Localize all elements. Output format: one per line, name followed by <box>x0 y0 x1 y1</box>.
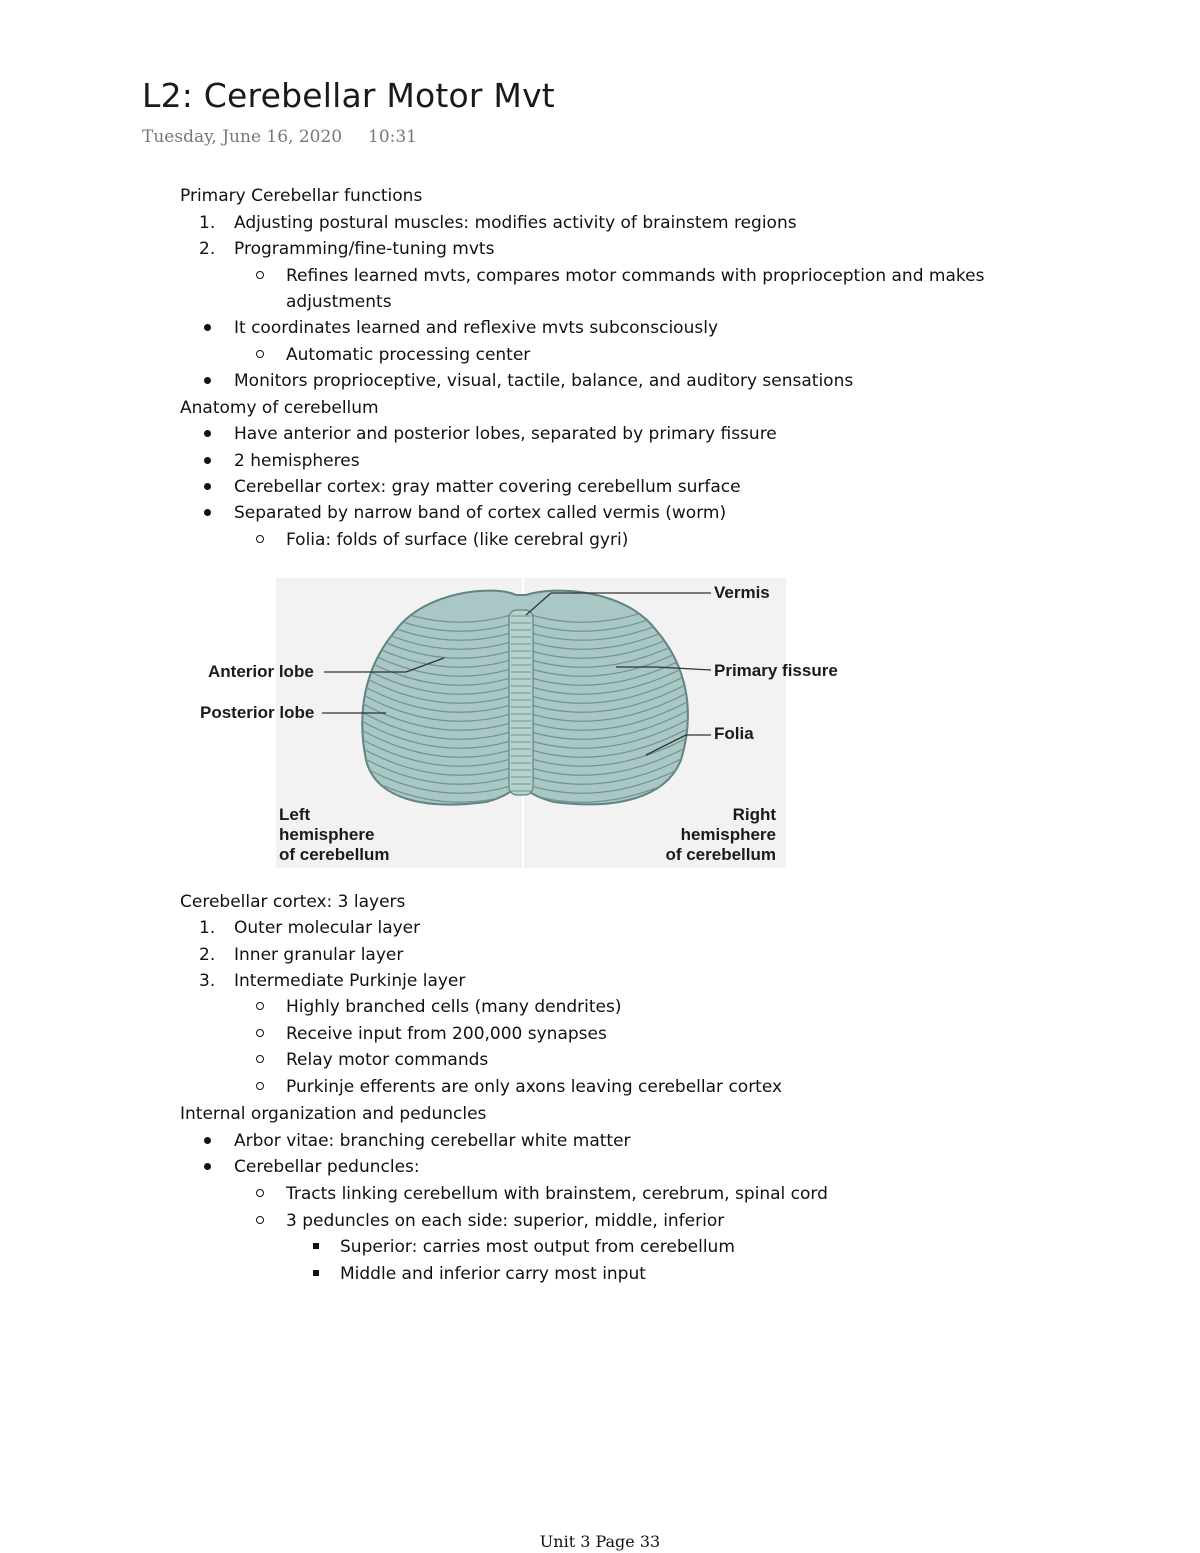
hollow-bullet-icon <box>256 1055 264 1063</box>
vermis-band <box>509 610 533 795</box>
hollow-bullet-icon <box>256 1216 264 1224</box>
bullet-icon <box>204 509 211 516</box>
list-item: It coordinates learned and reflexive mvts subconsciously <box>234 318 719 338</box>
square-bullet-icon <box>313 1243 319 1249</box>
bullet-icon <box>204 1137 211 1144</box>
bullet-icon <box>204 324 211 331</box>
page-time: 10:31 <box>368 127 417 147</box>
list-item: Superior: carries most output from cerebellum <box>340 1237 735 1257</box>
label-vermis: Vermis <box>714 583 770 602</box>
list-item: Tracts linking cerebellum with brainstem, cerebrum, spinal cord <box>286 1184 828 1204</box>
list-number: 2. <box>199 945 216 965</box>
label-right-hemisphere: Right <box>732 805 776 824</box>
list-item: Adjusting postural muscles: modifies activity of brainstem regions <box>234 213 797 233</box>
list-item: Relay motor commands <box>286 1050 489 1070</box>
page-title: L2: Cerebellar Motor Mvt <box>142 76 555 115</box>
list-item: Separated by narrow band of cortex called vermis (worm) <box>234 503 727 523</box>
label-anterior-lobe: Anterior lobe <box>208 662 314 681</box>
list-item: 2 hemispheres <box>234 451 360 471</box>
bullet-icon <box>204 377 211 384</box>
list-item: Folia: folds of surface (like cerebral gyri) <box>286 530 629 550</box>
section-heading: Internal organization and peduncles <box>180 1104 487 1124</box>
hollow-bullet-icon <box>256 1082 264 1090</box>
list-item: Cerebellar peduncles: <box>234 1157 420 1177</box>
list-item-continuation: adjustments <box>286 292 392 312</box>
list-item: Middle and inferior carry most input <box>340 1264 646 1284</box>
bullet-icon <box>204 457 211 464</box>
hollow-bullet-icon <box>256 1189 264 1197</box>
hollow-bullet-icon <box>256 350 264 358</box>
list-item: Intermediate Purkinje layer <box>234 971 466 991</box>
label-left-hemisphere: hemisphere <box>279 825 375 844</box>
bullet-icon <box>204 483 211 490</box>
list-item: Highly branched cells (many dendrites) <box>286 997 622 1017</box>
label-left-hemisphere: Left <box>279 805 311 824</box>
hollow-bullet-icon <box>256 1002 264 1010</box>
label-right-hemisphere: of cerebellum <box>665 845 776 864</box>
label-right-hemisphere: hemisphere <box>680 825 776 844</box>
bullet-icon <box>204 430 211 437</box>
list-item: Arbor vitae: branching cerebellar white matter <box>234 1131 631 1151</box>
section-heading: Anatomy of cerebellum <box>180 398 379 418</box>
section-heading: Primary Cerebellar functions <box>180 186 423 206</box>
cerebellum-figure <box>196 570 876 870</box>
list-item: Receive input from 200,000 synapses <box>286 1024 607 1044</box>
list-item: Cerebellar cortex: gray matter covering cerebellum surface <box>234 477 741 497</box>
list-item: Outer molecular layer <box>234 918 421 938</box>
hollow-bullet-icon <box>256 271 264 279</box>
list-item: Inner granular layer <box>234 945 404 965</box>
list-item: Automatic processing center <box>286 345 531 365</box>
list-item: Purkinje efferents are only axons leaving cerebellar cortex <box>286 1077 783 1097</box>
bullet-icon <box>204 1163 211 1170</box>
label-posterior-lobe: Posterior lobe <box>200 703 315 722</box>
hollow-bullet-icon <box>256 535 264 543</box>
label-folia: Folia <box>714 724 754 743</box>
list-item: Refines learned mvts, compares motor commands with proprioception and makes <box>286 266 985 286</box>
page-date: Tuesday, June 16, 2020 <box>142 127 343 147</box>
list-number: 2. <box>199 239 216 259</box>
section-heading: Cerebellar cortex: 3 layers <box>180 892 406 912</box>
label-primary-fissure: Primary fissure <box>714 661 838 680</box>
list-number: 3. <box>199 971 216 991</box>
list-item: Monitors proprioceptive, visual, tactile, balance, and auditory sensations <box>234 371 854 391</box>
list-number: 1. <box>199 213 216 233</box>
page-footer: Unit 3 Page 33 <box>539 1532 661 1551</box>
label-left-hemisphere: of cerebellum <box>279 845 390 864</box>
square-bullet-icon <box>313 1270 319 1276</box>
hollow-bullet-icon <box>256 1029 264 1037</box>
list-item: 3 peduncles on each side: superior, middle, inferior <box>286 1211 725 1231</box>
list-number: 1. <box>199 918 216 938</box>
list-item: Programming/fine-tuning mvts <box>234 239 495 259</box>
list-item: Have anterior and posterior lobes, separated by primary fissure <box>234 424 777 444</box>
